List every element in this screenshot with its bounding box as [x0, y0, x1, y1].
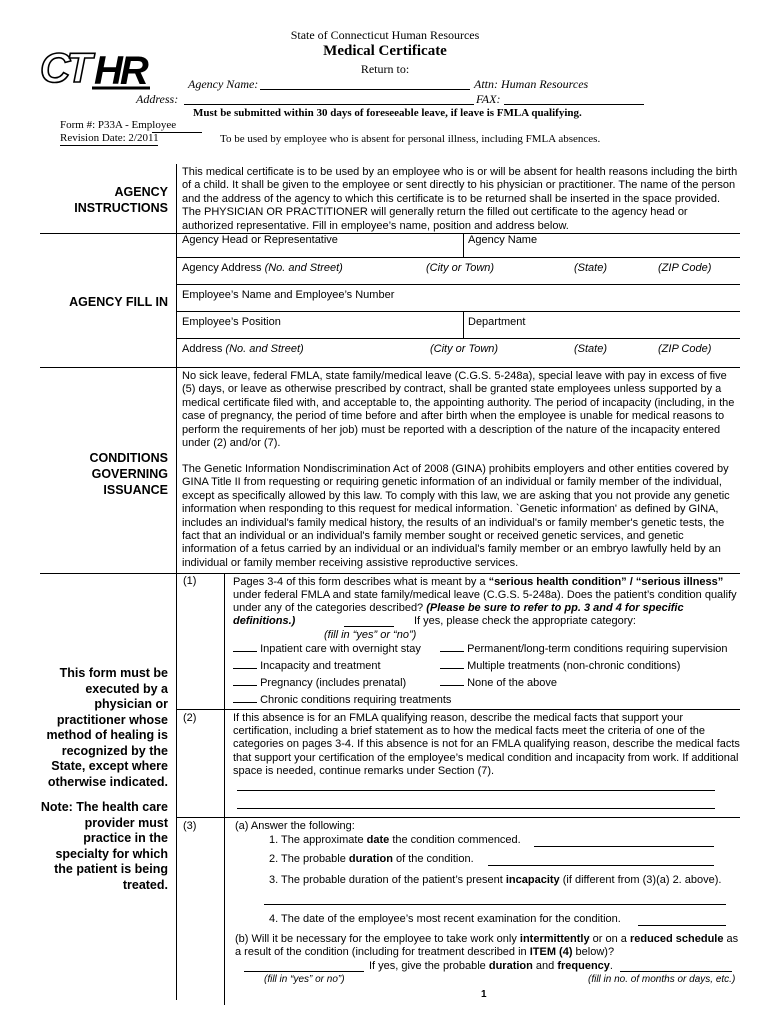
conditions-paragraph-2: The Genetic Information Nondiscrimination Act of 2008 (GINA) prohibits employers and other entities covered by GINA Title II from requesting or requiring genetic information of an individual or family member of the individual, except as specifically allowed by this law. To comply with this law, we are asking that you not provide any genetic information when responding to this request for medical information. `Genetic information' as defined by GINA, includes an individual's family medical history, the results of an individual's or family member's genetic tests, the fact that an individual or an individual's family member sought or received genetic services, and genetic information of a fetus carried by an individual or an individual's family member or an embryo lawfully held by an individual or family member receiving assistive reproductive services.	[182, 463, 730, 569]
item3-q3: 3. The probable duration of the patient’s present incapacity (if different from (3)(a) 2. above).	[269, 874, 722, 886]
rule-instructions-end	[40, 233, 740, 234]
svg-text:CT: CT	[40, 44, 88, 91]
agency-fill-in-label: AGENCY FILL IN	[69, 295, 168, 309]
commence-date-field[interactable]	[534, 846, 714, 847]
option-inpatient[interactable]: Inpatient care with overnight stay	[233, 643, 421, 656]
return-to-label: Return to:	[360, 62, 410, 76]
item3-a-heading: (a) Answer the following:	[235, 820, 355, 832]
cell-divider-1	[463, 233, 464, 257]
rule-item2-end	[176, 817, 740, 818]
employee-zip-label: (ZIP Code)	[658, 343, 712, 355]
form-title: Medical Certificate	[323, 43, 447, 59]
condition-duration-field[interactable]	[488, 865, 714, 866]
agency-state-label: (State)	[574, 262, 608, 274]
employee-position-label: Employee’s Position	[182, 316, 281, 328]
item1-if-yes: If yes, please check the appropriate category:	[414, 615, 636, 627]
item2-answer-line-1[interactable]	[237, 790, 715, 791]
conditions-label: CONDITIONS GOVERNING ISSUANCE	[89, 451, 168, 497]
employee-state-label: (State)	[574, 343, 608, 355]
item3-q2: 2. The probable duration of the condition.	[269, 853, 474, 865]
intermittent-yes-no-field[interactable]	[244, 971, 364, 972]
agency-head-label: Agency Head or Representative	[182, 234, 338, 246]
agency-instructions-text: This medical certificate is to be used by an employee who is or will be absent for health reasons including the birth of a child. It shall be given to the employee or sent directly to his physician or practitioner. The name of the person and the address of the agency to which this certificate is to be returned shall be inserted in the space provided. The PHYSICIAN OR PRACTITIONER will generally return the filled out certificate to the agency head or authorized representative. Fill in employee’s name, position and address below.	[182, 166, 738, 232]
employee-name-label: Employee’s Name and Employee’s Number	[182, 289, 395, 301]
revision-date: Revision Date: 2/2011	[60, 132, 159, 144]
page-number: 1	[481, 989, 487, 1000]
agency-name-field[interactable]	[260, 89, 470, 90]
employee-city-label: (City or Town)	[430, 343, 499, 355]
item2-question: If this absence is for an FMLA qualifying reason, describe the medical facts that support your certification, including a brief statement as to how the medical facts meet the criteria of one of the categories on pages 3-4. If this absence is not for an FMLA qualifying reason, describe the medical facts that support your certification of the employee’s medical condition and incapacity from work. If additional space is needed, continue remarks under Section (7).	[233, 712, 740, 777]
option-incapacity[interactable]: Incapacity and treatment	[233, 660, 381, 673]
employee-address-row: Address (No. and Street)	[182, 343, 304, 355]
option-pregnancy[interactable]: Pregnancy (includes prenatal)	[233, 677, 406, 690]
department-label: Department	[468, 316, 526, 328]
return-address-field[interactable]	[184, 104, 474, 105]
rule-row-2	[176, 284, 740, 285]
physician-requirement-note: This form must be executed by a physician or practitioner whose method of healing is recognized by the State, except where otherwise indicated.	[46, 666, 168, 789]
attn-label: Attn: Human Resources	[474, 77, 589, 91]
state-heading: State of Connecticut Human Resources	[290, 28, 480, 42]
usage-note: To be used by employee who is absent for personal illness, including FMLA absences.	[220, 133, 601, 145]
item3-number: (3)	[183, 820, 197, 832]
form-number-rule	[152, 132, 202, 133]
health-care-provider-note: Note: The health care provider must practice in the specialty for which the patient is being treated.	[40, 800, 168, 892]
item3-fill-months-hint: (fill in no. of months or days, etc.)	[588, 974, 736, 985]
item1-number: (1)	[183, 575, 197, 587]
fax-label: FAX:	[476, 92, 501, 106]
svg-text:HR: HR	[94, 49, 146, 93]
rule-item1-end	[176, 709, 740, 710]
item-number-divider	[224, 573, 225, 1005]
option-chronic[interactable]: Chronic conditions requiring treatments	[233, 694, 451, 707]
option-permanent-long-term[interactable]: Permanent/long-term conditions requiring supervision	[440, 643, 728, 656]
address-label: Address:	[136, 92, 179, 106]
rule-conditions-end	[40, 573, 740, 574]
item2-number: (2)	[183, 712, 197, 724]
agency-city-label: (City or Town)	[426, 262, 495, 274]
cell-divider-2	[463, 311, 464, 338]
revision-rule	[60, 145, 158, 146]
item3-q4: 4. The date of the employee’s most recent examination for the condition.	[269, 913, 621, 925]
agency-address-row: Agency Address (No. and Street)	[182, 262, 343, 274]
column-divider	[176, 164, 177, 1000]
item2-answer-line-2[interactable]	[237, 808, 715, 809]
fax-field[interactable]	[504, 104, 644, 105]
option-none[interactable]: None of the above	[440, 677, 557, 690]
item3-b-question: (b) Will it be necessary for the employee to take work only intermittently or on a reduced schedule as a result of the condition (including for treatment described in ITEM (4) below)?	[235, 933, 739, 958]
item3-if-yes: If yes, give the probable duration and frequency.	[369, 960, 613, 972]
rule-row-4	[176, 338, 740, 339]
agency-zip-label: (ZIP Code)	[658, 262, 712, 274]
agency-name-cell-label: Agency Name	[468, 234, 538, 246]
exam-date-field[interactable]	[638, 925, 726, 926]
option-multiple-treatments[interactable]: Multiple treatments (non-chronic conditions)	[440, 660, 680, 673]
form-number: Form #: P33A - Employee	[60, 119, 177, 131]
conditions-paragraph-1: No sick leave, federal FMLA, state family/medical leave (C.G.S. 5-248a), special leave with pay in excess of five (5) days, or leave as otherwise prescribed by contract, shall be granted state employees unless supported by a medical certificate filed with, and acceptable to, the appointing authority. The period of incapacity (including, in the case of pregnancy, the period of time before and after birth when the employee is unable for medical reasons to perform the requirements of her job) must be reported with a description of the nature of the incapacity entered under (2) and/or (7).	[182, 370, 735, 450]
agency-instructions-label: AGENCY INSTRUCTIONS	[74, 185, 168, 215]
rule-row-1	[176, 257, 740, 258]
item3-fill-yes-no-hint: (fill in “yes” or no”)	[264, 974, 345, 985]
duration-frequency-field[interactable]	[620, 971, 732, 972]
item1-yes-no-blank[interactable]	[344, 626, 394, 627]
item3-q1: 1. The approximate date the condition commenced.	[269, 834, 521, 846]
submit-deadline-note: Must be submitted within 30 days of foreseeable leave, if leave is FMLA qualifying.	[193, 107, 582, 119]
rule-fill-in-end	[40, 367, 740, 368]
item1-fill-hint: (fill in “yes” or “no”)	[324, 629, 417, 641]
rule-row-3	[176, 311, 740, 312]
item1-question: Pages 3-4 of this form describes what is meant by a “serious health condition” / “serious illness” under federal FMLA and state family/medical leave (C.G.S. 5-248a). Does the patient’s condition qualify under any of the categories described? (Please be sure to refer to pp. 3 and 4 for specific definitions.)	[233, 576, 737, 627]
incapacity-duration-field[interactable]	[264, 904, 726, 905]
agency-name-label: Agency Name:	[188, 77, 259, 91]
